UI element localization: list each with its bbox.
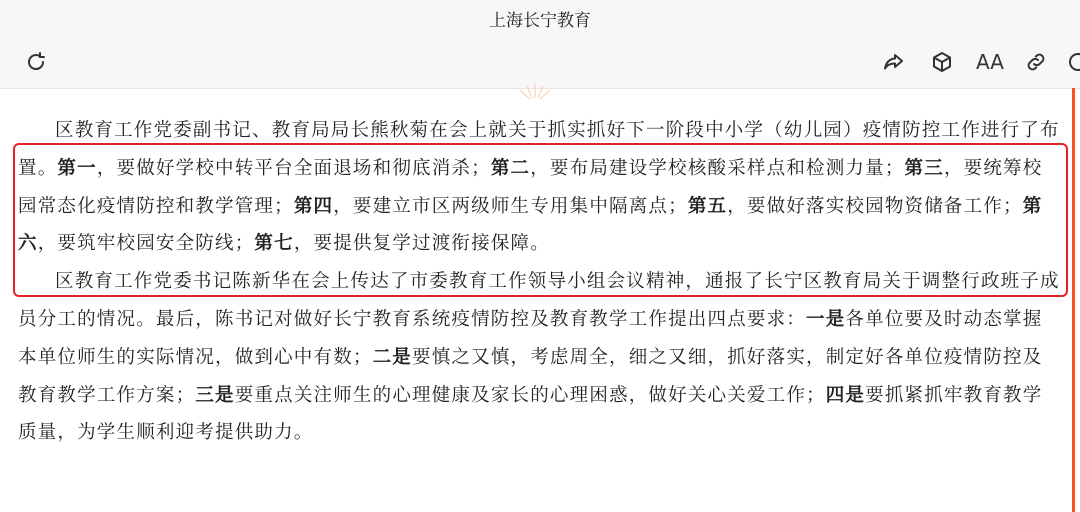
- item-label: 第六: [18, 195, 1043, 255]
- point-text: 各单位要及时动态掌握本单位师生的实际情况，做到心中有数；: [18, 308, 1043, 368]
- point-label: 一是: [806, 308, 846, 330]
- cube-icon[interactable]: [928, 48, 956, 76]
- paragraph: [18, 112, 1062, 263]
- paragraph-intro: 区教育工作党委副书记、教育局局长熊秋菊在会上就关于抓实抓好下一阶段中小学（幼儿园）疫情防控工作进行了布置。: [18, 120, 1060, 179]
- point-label: 三是: [195, 384, 235, 406]
- item-text: ，要统筹校园常态化疫情防控和教学管理；: [18, 157, 1043, 217]
- item-label: 第一: [57, 157, 97, 179]
- item-label: 第三: [904, 157, 944, 179]
- item-label: 第二: [490, 157, 531, 179]
- more-icon[interactable]: [1064, 48, 1080, 76]
- page-title: 上海长宁教育: [489, 11, 591, 31]
- item-text: ，要提供复学过渡衔接保障。: [293, 233, 550, 255]
- point-text: 要慎之又慎，考虑周全，细之又细，抓好落实，制定好各单位疫情防控及教育教学工作方案；: [18, 346, 1043, 406]
- article-body: [18, 112, 1062, 452]
- share-icon[interactable]: [880, 48, 908, 76]
- accent-line: [1072, 88, 1075, 512]
- top-bar: [0, 0, 1080, 89]
- paragraph-intro: 区教育工作党委书记陈新华在会上传达了市委教育工作领导小组会议精神，通报了长宁区教育局关于调整行政班子成员分工的情况。最后，陈书记对做好长宁教育系统疫情防控及教育教学工作提出四点要求：: [18, 271, 1060, 330]
- item-text: ，要建立市区两级师生专用集中隔离点；: [333, 195, 688, 217]
- paragraph: [18, 263, 1062, 452]
- point-label: 二是: [372, 346, 413, 368]
- point-label: 四是: [825, 384, 866, 406]
- item-text: ，要做好学校中转平台全面退场和彻底消杀；: [96, 157, 491, 179]
- sun-decoration-icon: [512, 84, 558, 106]
- refresh-icon[interactable]: [22, 48, 50, 76]
- item-text: ，要布局建设学校核酸采样点和检测力量；: [530, 157, 905, 179]
- point-text: 要重点关注师生的心理健康及家长的心理困惑，做好关心关爱工作；: [234, 384, 826, 406]
- item-text: ，要筑牢校园安全防线；: [37, 233, 255, 255]
- font-size-icon[interactable]: [976, 48, 1004, 76]
- point-text: 要抓紧抓牢教育教学质量，为学生顺利迎考提供助力。: [18, 384, 1043, 444]
- link-icon[interactable]: [1022, 48, 1050, 76]
- font-size-label: AA: [976, 50, 1004, 74]
- item-label: 第四: [293, 195, 334, 217]
- item-label: 第七: [254, 233, 294, 255]
- item-text: ，要做好落实校园物资储备工作；: [727, 195, 1023, 217]
- item-label: 第五: [687, 195, 728, 217]
